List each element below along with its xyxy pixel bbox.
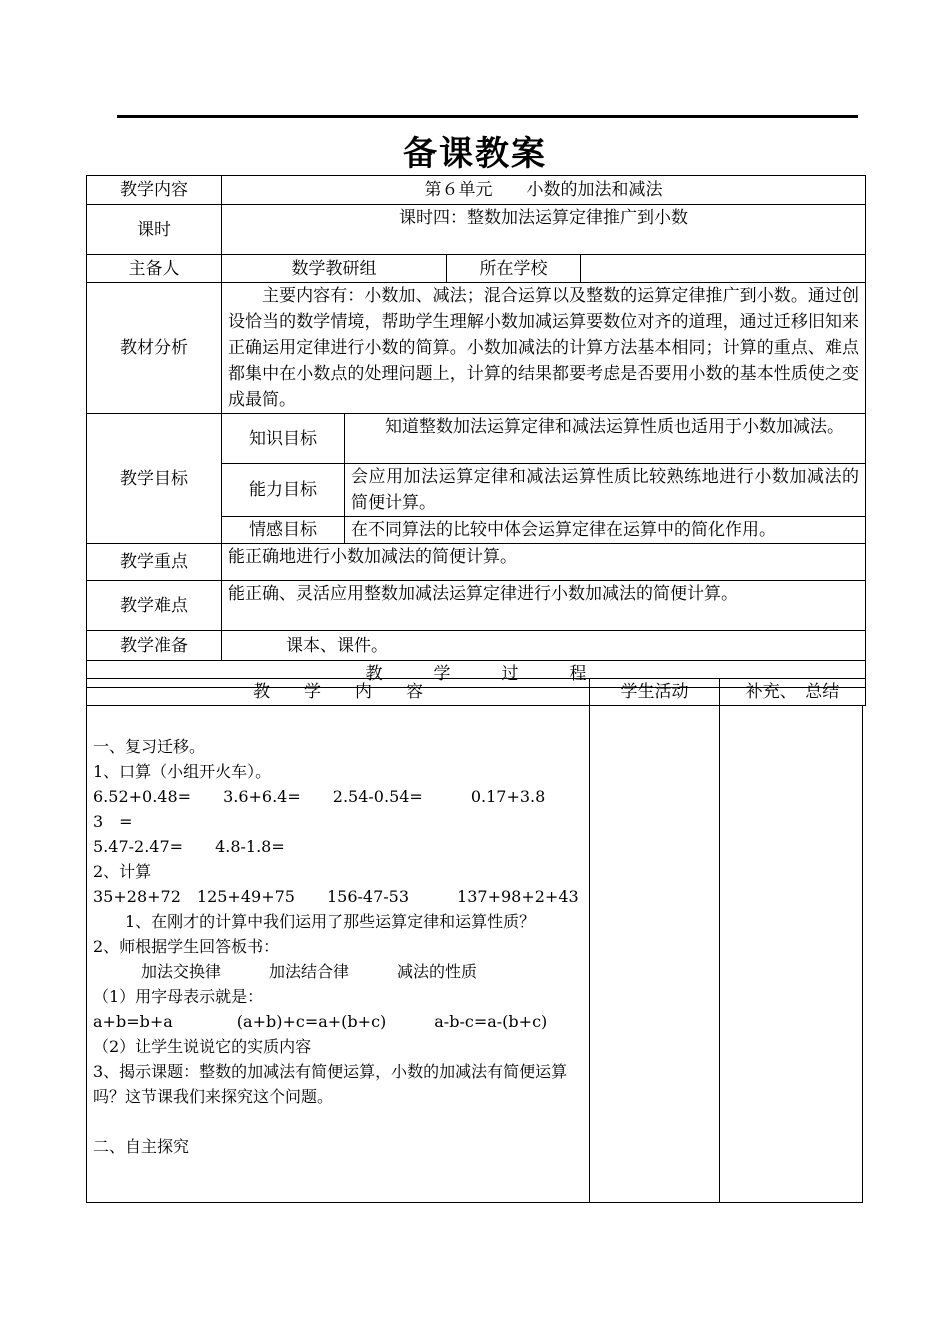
difficulty-text: 能正确、灵活应用整数加减法运算定律进行小数加减法的简便计算。	[222, 581, 866, 631]
page-title: 备课教案	[403, 134, 547, 174]
period-value: 课时四：整数加法运算定律推广到小数	[222, 205, 866, 255]
process-line: 加法交换律 加法结合律 减法的性质	[93, 962, 478, 981]
process-content	[87, 706, 590, 1203]
process-columns	[86, 678, 866, 706]
goals-label: 教学目标	[87, 414, 222, 544]
col-notes-header: 补充、 总结	[720, 679, 866, 706]
process-line: 2、计算	[93, 862, 152, 881]
school-value	[581, 255, 866, 283]
process-lines	[93, 734, 583, 1159]
notes-cell	[720, 706, 863, 1203]
process-line: 一、复习迁移。	[93, 737, 206, 756]
preparer-value: 数学教研组	[222, 255, 447, 283]
process-line: 6.52+0.48= 3.6+6.4= 2.54-0.54= 0.17+3.8	[93, 787, 546, 806]
student-activity-cell	[590, 706, 720, 1203]
process-line: 1、口算（小组开火车）。	[93, 762, 272, 781]
goal-text-ability: 会应用加法运算定律和减法运算性质比较熟练地进行小数加减法的简便计算。	[345, 464, 866, 517]
process-line: 35+28+72 125+49+75 156-47-53 137+98+2+43	[93, 887, 579, 906]
goal-text-emotion: 在不同算法的比较中体会运算定律在运算中的简化作用。	[345, 517, 866, 544]
process-line: （2）让学生说说它的实质内容	[93, 1037, 312, 1056]
content-label: 教学内容	[87, 176, 222, 205]
process-line: （1）用字母表示就是：	[93, 987, 264, 1006]
col-content-header: 教 学 内 容	[87, 679, 590, 706]
preparer-label: 主备人	[87, 255, 222, 283]
prep-label: 教学准备	[87, 631, 222, 661]
goal-text-knowledge: 知道整数加法运算定律和减法运算性质也适用于小数加减法。	[345, 414, 866, 464]
process-line: 2、师根据学生回答板书：	[93, 937, 280, 956]
analysis-text: 主要内容有：小数加、减法；混合运算以及整数的运算定律推广到小数。通过创设恰当的数学情境，帮助学生理解小数加减运算要数位对齐的道理，通过迁移旧知来正确运用定律进行小数的简算。小数加减法的计算方法基本相同；计算的重点、难点都集中在小数点的处理问题上，计算的结果都要考虑是否要用小数的基本性质使之变成最简。	[222, 283, 866, 414]
process-line: 3、揭示课题：整数的加减法有简便运算，小数的加减法有简便运算吗？这节课我们来探究这个问题。	[93, 1062, 568, 1106]
process-body	[86, 705, 863, 1203]
content-value: 第６单元 小数的加法和减法	[222, 176, 866, 205]
process-header: 教 学 过 程	[87, 661, 866, 688]
prep-text: 课本、课件。	[222, 631, 866, 661]
col-student-header: 学生活动	[590, 679, 720, 706]
header-rule	[117, 115, 858, 118]
analysis-label: 教材分析	[87, 283, 222, 414]
school-label: 所在学校	[447, 255, 581, 283]
process-line	[93, 1109, 583, 1134]
process-line: 5.47-2.47= 4.8-1.8=	[93, 837, 285, 856]
goal-label-knowledge: 知识目标	[222, 414, 345, 464]
process-line: 二、自主探究	[93, 1137, 190, 1156]
key-label: 教学重点	[87, 544, 222, 581]
process-line: 3 =	[93, 812, 133, 831]
goal-label-ability: 能力目标	[222, 464, 345, 517]
period-label: 课时	[87, 205, 222, 255]
goal-label-emotion: 情感目标	[222, 517, 345, 544]
process-line: 1、在刚才的计算中我们运用了那些运算定律和运算性质？	[93, 912, 536, 931]
difficulty-label: 教学难点	[87, 581, 222, 631]
lesson-info-table	[86, 175, 866, 688]
process-line: a+b=b+a (a+b)+c=a+(b+c) a-b-c=a-(b+c)	[93, 1012, 548, 1031]
key-text: 能正确地进行小数加减法的简便计算。	[222, 544, 866, 581]
